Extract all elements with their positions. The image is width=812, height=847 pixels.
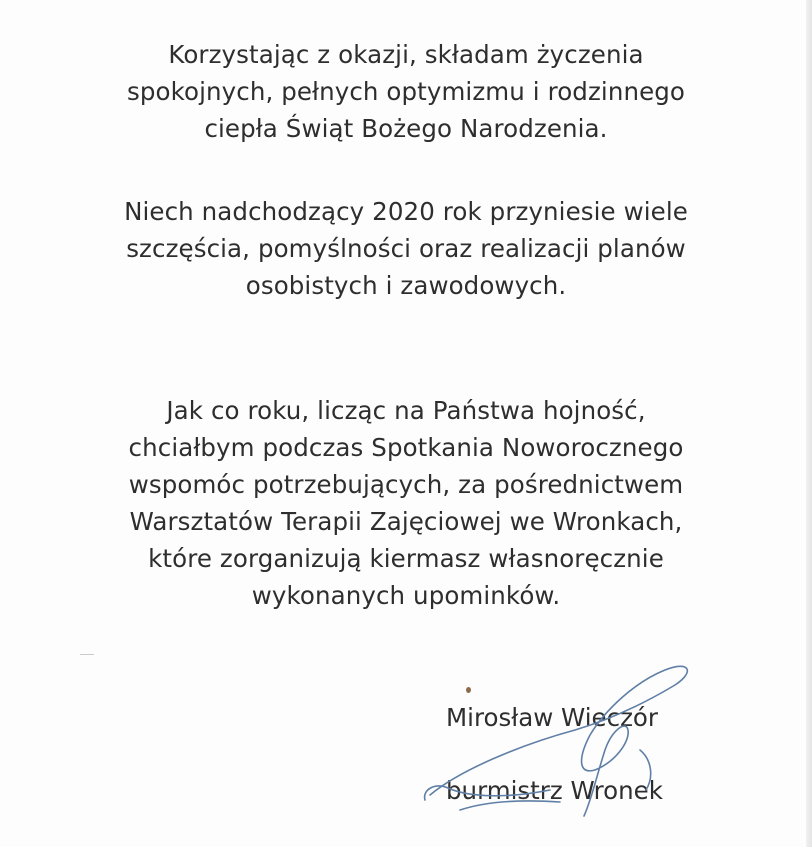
new-year-paragraph [0, 193, 812, 304]
charity-line: które zorganizują kiermasz własnoręcznie [148, 544, 664, 573]
charity-line: wspomóc potrzebujących, za pośrednictwem [128, 470, 684, 499]
charity-line: Warsztatów Terapii Zajęciowej we Wronkach, [129, 507, 683, 536]
greeting-line: Korzystając z okazji, składam życzenia [168, 40, 644, 69]
signatory-title: burmistrz Wronek [446, 776, 663, 805]
new-year-line: szczęścia, pomyślności oraz realizacji planów [126, 234, 686, 263]
new-year-line: Niech nadchodzący 2020 rok przyniesie wiele [124, 197, 688, 226]
ink-dot [466, 687, 471, 693]
handwritten-signature [400, 650, 720, 840]
charity-line: Jak co roku, licząc na Państwa hojność, [166, 396, 646, 425]
signatory-name: Mirosław Wieczór [446, 703, 658, 732]
charity-line: chciałbym podczas Spotkania Noworocznego [128, 433, 684, 462]
greeting-line: spokojnych, pełnych optymizmu i rodzinnego [127, 77, 685, 106]
charity-paragraph [0, 392, 812, 614]
scan-mark [80, 654, 94, 655]
greeting-paragraph [0, 36, 812, 147]
charity-line: wykonanych upominków. [251, 581, 561, 610]
new-year-line: osobistych i zawodowych. [245, 271, 567, 300]
greeting-line: ciepła Świąt Bożego Narodzenia. [204, 114, 608, 143]
